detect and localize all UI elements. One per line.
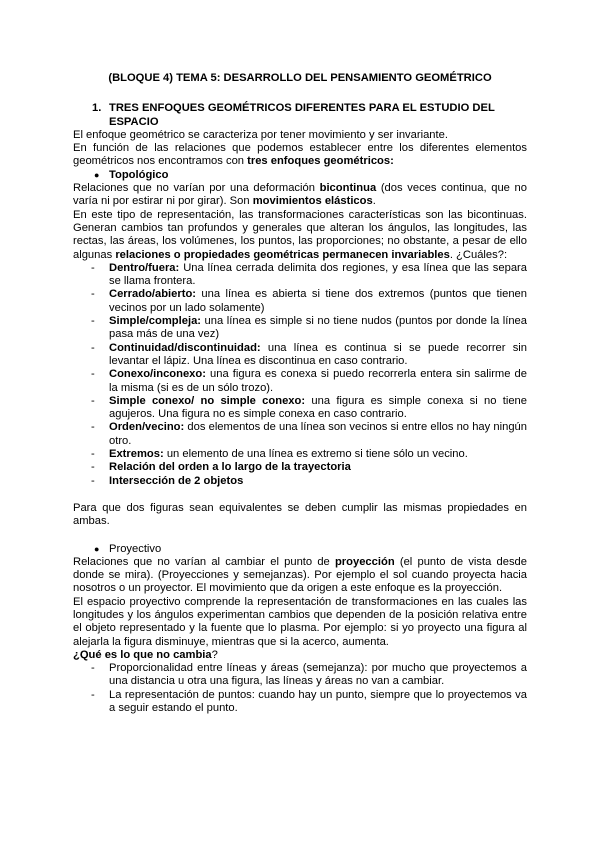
item-text: dos elementos de una línea son vecinos si entre ellos no hay ningún otro.: [109, 421, 527, 447]
item-term: Conexo/inconexo:: [109, 368, 206, 381]
intro-paragraph-2: [73, 142, 527, 169]
dash-marker: -: [91, 261, 95, 274]
emphasis-run: movimientos elásticos: [252, 195, 373, 208]
item-term: Intersección de 2 objetos: [109, 474, 244, 487]
dash-marker: -: [91, 662, 95, 675]
list-item: [73, 662, 527, 689]
section-heading-text: TRES ENFOQUES GEOMÉTRICOS DIFERENTES PARA EL ESTUDIO DEL ESPACIO: [109, 102, 495, 128]
proyectivo-paragraph-2: El espacio proyectivo comprende la representación de transformaciones en las cuales las longitudes y los ángulos experimentan cambios que dependen de la posición relativa entre el objeto representado y la fuente que lo plasma. Por ejemplo: si yo proyecto una figura al alejarla la figura disminuye, mientras que si la acerco, aumenta.: [73, 595, 527, 648]
topologico-properties-list: [73, 262, 527, 488]
topologico-title: Topológico: [109, 168, 169, 181]
spacer: [73, 529, 527, 543]
section-heading: [73, 102, 527, 129]
item-text: una figura es conexa si puedo recorrerla entera sin salirme de la misma (si es de un sólo trozo).: [109, 368, 527, 394]
intro-paragraph-1: El enfoque geométrico se caracteriza por tener movimiento y ser invariante.: [73, 128, 448, 141]
dash-marker: -: [91, 394, 95, 407]
dash-marker: -: [91, 474, 95, 487]
dash-marker: -: [91, 288, 95, 301]
list-item: [73, 315, 527, 342]
dash-marker: -: [91, 341, 95, 354]
list-item: [73, 475, 527, 488]
text-run: Relaciones que no varían al cambiar el punto de: [73, 555, 335, 568]
dash-marker: -: [91, 461, 95, 474]
topologico-heading: [73, 169, 527, 182]
document-title: (BLOQUE 4) TEMA 5: DESARROLLO DEL PENSAMIENTO GEOMÉTRICO: [108, 72, 492, 84]
dash-marker: -: [91, 421, 95, 434]
emphasis-run: relaciones o propiedades geométricas permanecen invariables: [115, 248, 450, 261]
item-text: un elemento de una línea es extremo si tiene sólo un vecino.: [163, 448, 468, 461]
text-run: .: [372, 195, 376, 208]
item-term: Simple/compleja:: [109, 315, 202, 328]
question-emphasis: ¿Qué es lo que no cambia: [73, 648, 212, 661]
dash-marker: -: [91, 688, 95, 701]
topologico-paragraph-2: [73, 209, 527, 262]
text-run: (el punto de vista desde donde se mira). (Proyecciones y semejanzas). Por ejemplo el sol cuando proyecta hacia nosotros o un proyector. El movimiento que da origen a este enfoque es la proyección.: [73, 555, 527, 595]
item-text: una línea es continua si se puede recorrer sin levantar el lápiz. Una línea es discontinua en caso contrario.: [109, 341, 527, 367]
dash-marker: -: [91, 315, 95, 328]
proyectivo-invariants-list: [73, 662, 527, 715]
emphasis-run: bicontinua: [319, 182, 377, 195]
item-term: Extremos:: [109, 448, 164, 461]
list-item: [73, 262, 527, 289]
text-run: Relaciones que no varían por una deformación: [73, 182, 320, 195]
bullet-icon: ●: [94, 169, 100, 180]
list-item: [73, 288, 527, 315]
list-item: [73, 368, 527, 395]
dash-marker: -: [91, 368, 95, 381]
item-term: Relación del orden a lo largo de la trayectoria: [109, 461, 351, 474]
text-run: . ¿Cuáles?:: [449, 248, 508, 261]
item-term: Dentro/fuera:: [109, 261, 180, 274]
proyectivo-heading: [73, 543, 527, 556]
list-item: [73, 448, 527, 461]
item-text: Proporcionalidad entre líneas y áreas (semejanza): por mucho que proyectemos a una distancia u otra una figura, las líneas y áreas no van a cambiar.: [109, 662, 527, 688]
intro-emphasis: tres enfoques geométricos:: [247, 155, 394, 168]
emphasis-run: proyección: [334, 555, 395, 568]
item-term: Continuidad/discontinuidad:: [109, 341, 261, 354]
proyectivo-title: Proyectivo: [109, 542, 162, 555]
item-text: una figura es simple conexa si no tiene agujeros. Una figura no es simple conexa en caso contrario.: [109, 394, 527, 421]
proyectivo-paragraph-1: [73, 556, 527, 596]
item-term: Orden/vecino:: [109, 421, 185, 434]
list-item: [73, 421, 527, 448]
item-term: Simple conexo/ no simple conexo:: [109, 394, 306, 407]
topologico-paragraph-1: [73, 182, 527, 209]
section-number: 1.: [92, 102, 102, 115]
list-item: [73, 342, 527, 369]
proyectivo-question: [73, 649, 527, 662]
intro-text: En función de las relaciones que podemos establecer entre los diferentes elementos geométricos nos encontramos con: [73, 142, 527, 168]
list-item: [73, 461, 527, 474]
text-run: ?: [211, 648, 218, 661]
item-text: una línea es simple si no tiene nudos (puntos por donde la línea pasa más de una vez): [109, 315, 527, 341]
text-run: (dos veces continua, que no varía ni por estirar ni por girar). Son: [73, 182, 527, 208]
item-text: Una línea cerrada delimita dos regiones, y esa línea que las separa se llama frontera.: [109, 261, 527, 288]
item-term: Cerrado/abierto:: [109, 288, 197, 301]
item-text: una línea es abierta si tiene dos extremos (puntos que tienen vecinos por un lado solamente): [109, 288, 527, 314]
list-item: [73, 689, 527, 716]
dash-marker: -: [91, 448, 95, 461]
item-text: La representación de puntos: cuando hay un punto, siempre que lo proyectemos va a seguir estando el punto.: [109, 688, 527, 715]
spacer: [73, 488, 527, 502]
text-run: En este tipo de representación, las transformaciones características son las bicontinuas. Generan cambios tan profundos y generales que alteran los ángulos, las longitudes, las rectas, las áreas, los volúmenes, los puntos, las proporciones; no obstante, a pesar de ello algunas: [73, 208, 527, 261]
list-item: [73, 395, 527, 422]
bullet-icon: ●: [94, 543, 100, 554]
topologico-closing: Para que dos figuras sean equivalentes se deben cumplir las mismas propiedades en ambas.: [73, 501, 527, 528]
